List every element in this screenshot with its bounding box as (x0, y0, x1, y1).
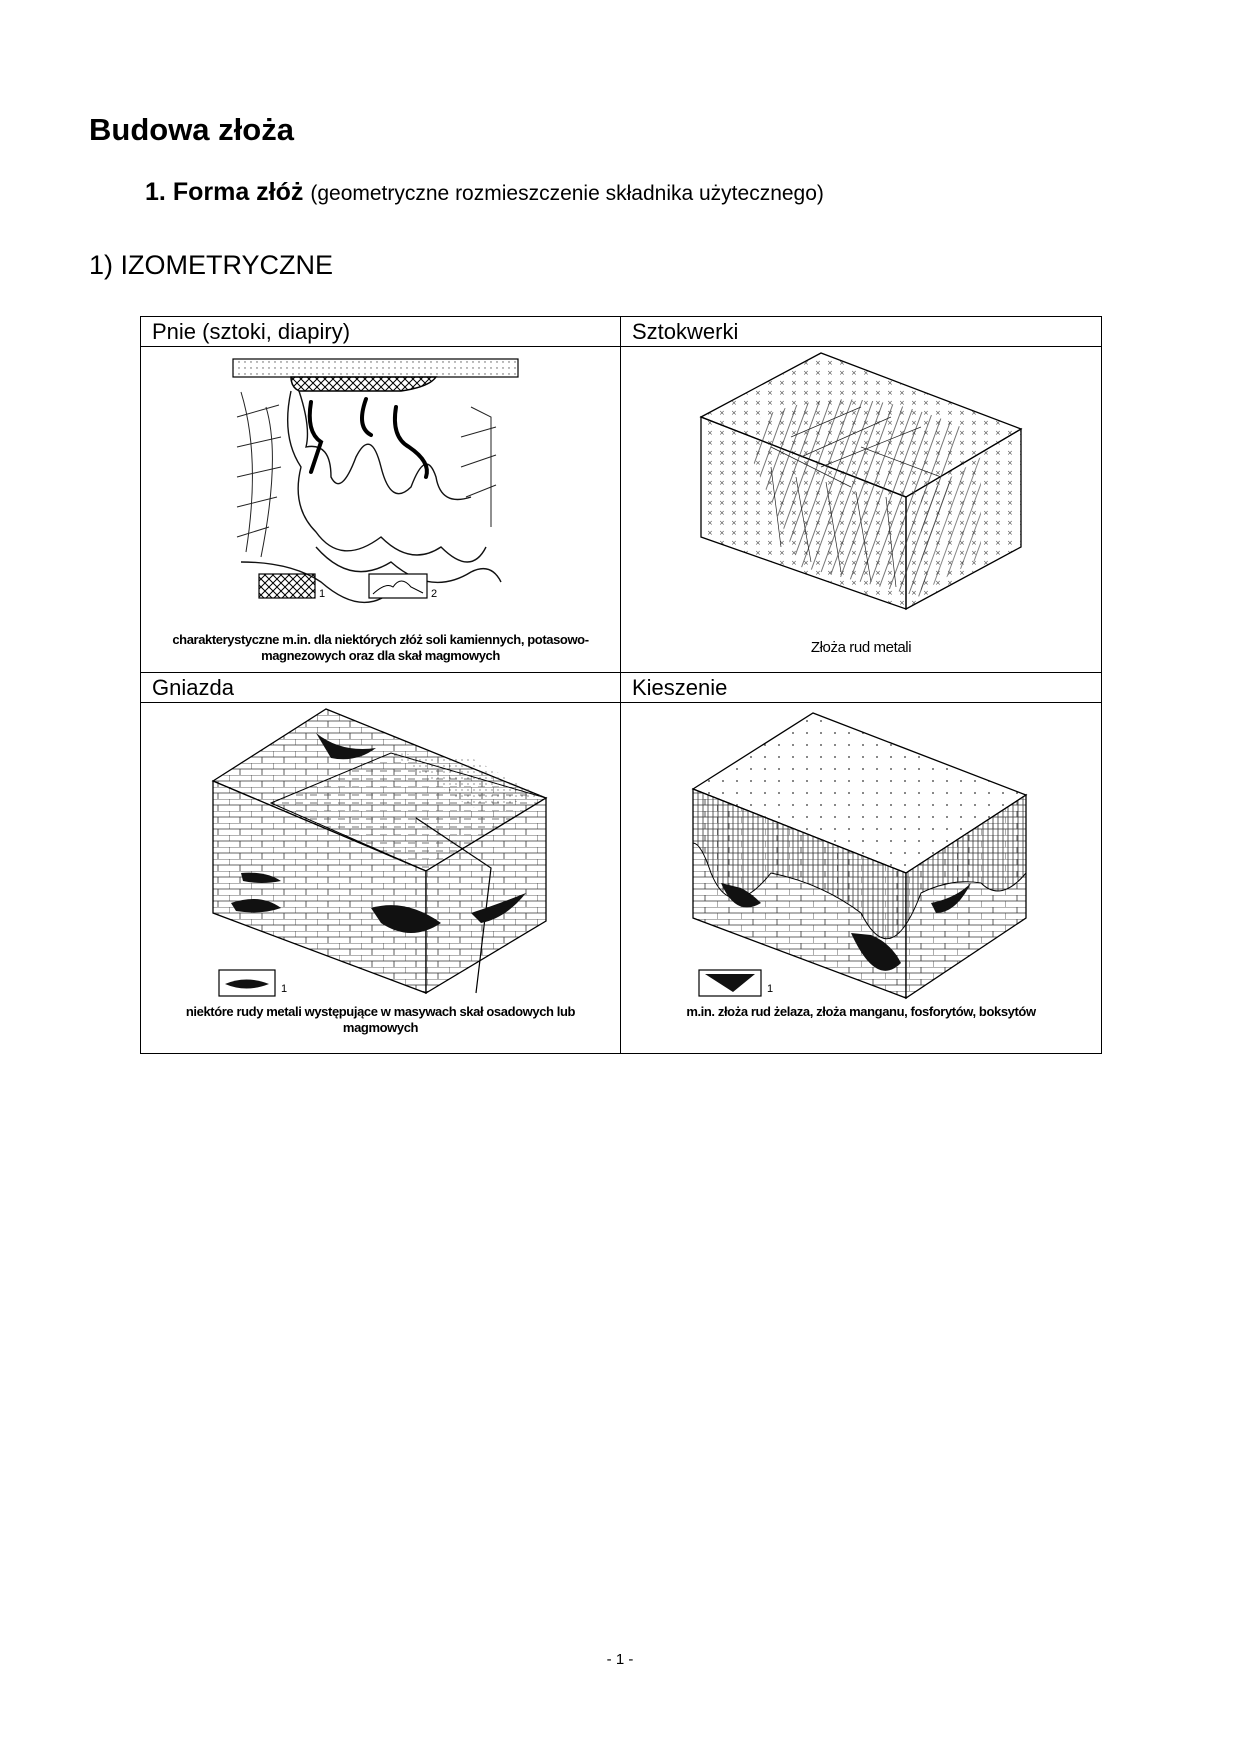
caption-pnie: charakterystyczne m.in. dla niektórych złóż soli kamiennych, potasowo-magnezowych oraz dla skał magmowych (172, 632, 589, 663)
page-number: - 1 - (606, 1651, 634, 1668)
legend-label-1: 1 (319, 588, 326, 600)
cell-sztokwerki (621, 347, 1102, 673)
caption-sztokwerki: Złoża rud metali (810, 639, 912, 656)
legend-label-2: 2 (431, 588, 438, 600)
pocket-deposit-illustration (621, 703, 1100, 1053)
heading-sztokwerki: Sztokwerki (621, 317, 1102, 347)
nest-deposit-illustration (141, 703, 619, 1053)
diapir-illustration (141, 347, 619, 672)
page-title: Budowa złoża (89, 112, 294, 147)
caption-gniazda: niektóre rudy metali występujące w masywach skał osadowych lub magmowych (185, 1004, 576, 1035)
legend-swatch-1 (259, 574, 315, 598)
caption-kieszenie: m.in. złoża rud żelaza, złoża manganu, fosforytów, boksytów (686, 1004, 1036, 1019)
section-heading (145, 178, 824, 207)
cell-gniazda (141, 703, 621, 1054)
heading-kieszenie: Kieszenie (621, 673, 1102, 703)
cell-kieszenie (621, 703, 1102, 1054)
heading-pnie: Pnie (sztoki, diapiry) (141, 317, 621, 347)
stockwork-illustration (621, 347, 1100, 672)
section-name: Forma złóż (172, 178, 304, 206)
heading-gniazda: Gniazda (141, 673, 621, 703)
section-note: (geometryczne rozmieszczenie składnika użytecznego) (310, 182, 824, 205)
legend-label-1: 1 (767, 983, 774, 995)
cell-pnie (141, 347, 621, 673)
deposit-forms-table (140, 316, 1102, 1054)
legend-swatch-2 (369, 574, 427, 598)
subsection-heading: 1) IZOMETRYCZNE (89, 250, 334, 280)
legend-label-1: 1 (281, 983, 288, 995)
section-number: 1. (145, 178, 166, 206)
